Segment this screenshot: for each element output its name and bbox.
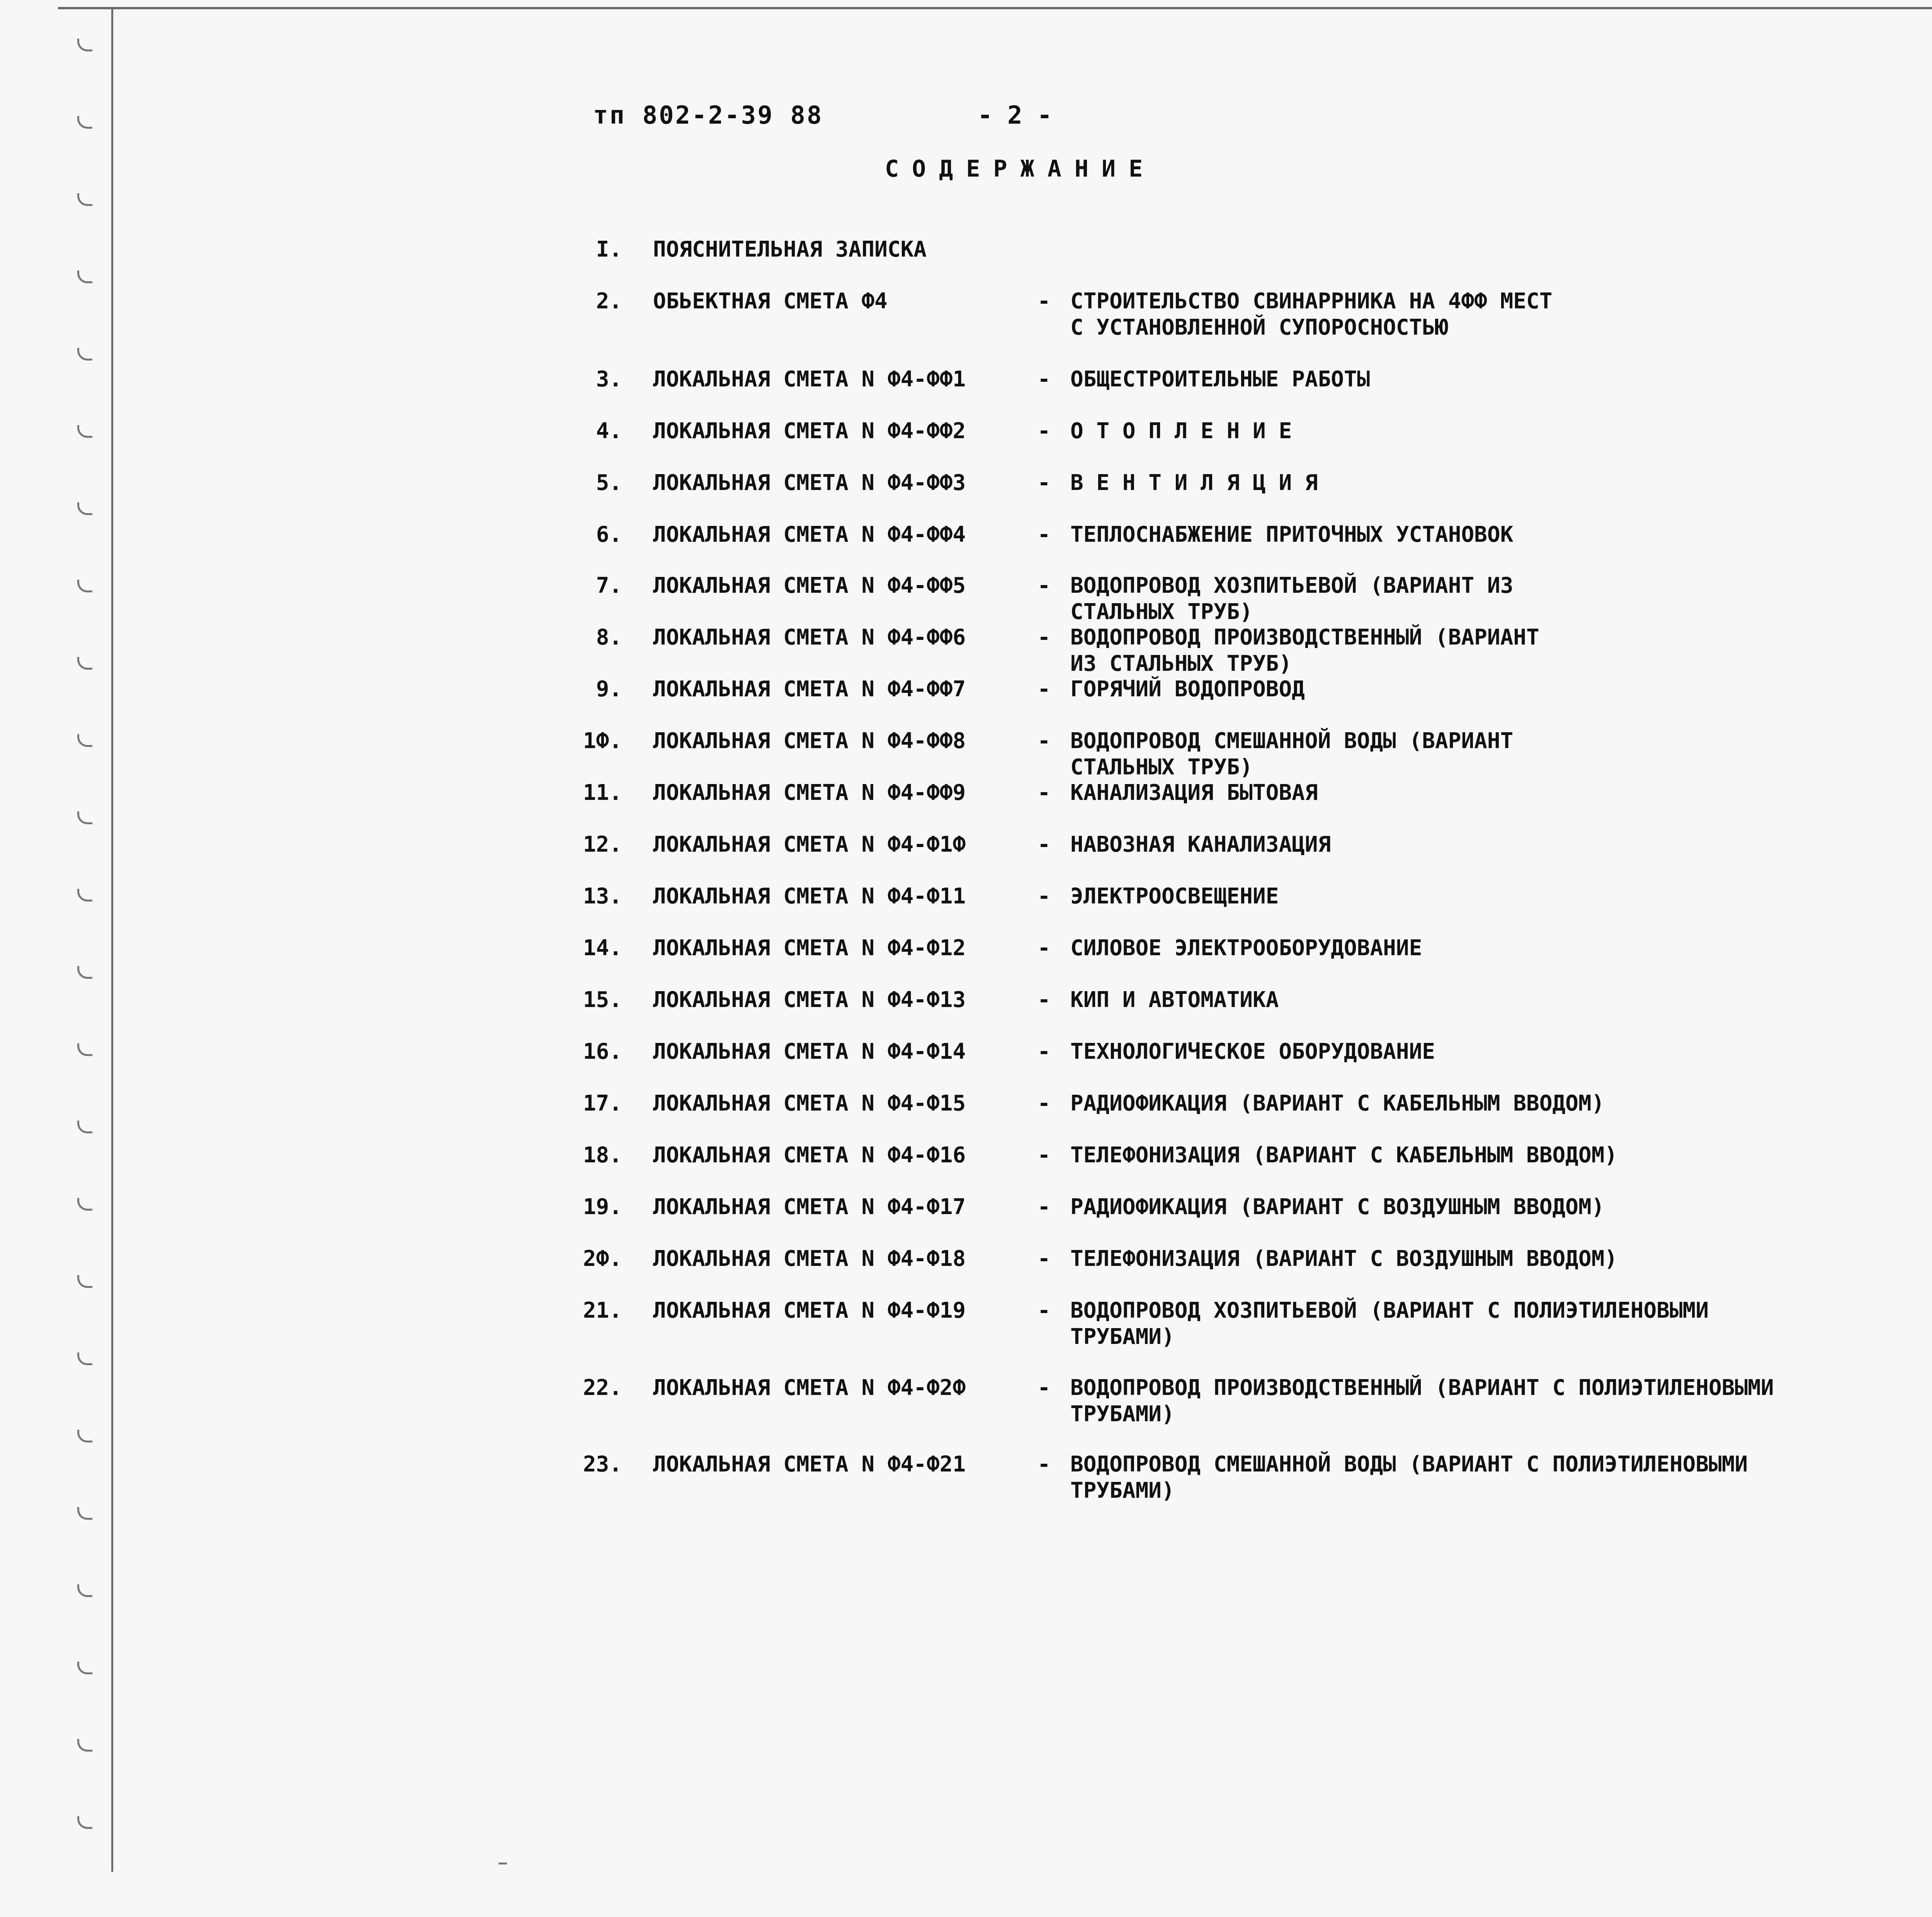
left-perforation-mark	[77, 1121, 92, 1133]
entry-description: СТРОИТЕЛЬСТВО СВИНАРРНИКА НА 4ФФ МЕСТ С УСТАНОВЛЕННОЙ СУПОРОСНОСТЬЮ	[1070, 289, 1553, 340]
left-perforation-mark	[77, 425, 92, 438]
entry-document: ЛОКАЛЬНАЯ СМЕТА N Ф4-Ф18	[653, 1246, 966, 1271]
left-perforation-mark	[77, 1198, 92, 1211]
entry-number: 15.	[583, 987, 622, 1012]
top-border-line	[58, 7, 1932, 9]
entry-description: ВОДОПРОВОД ХОЗПИТЬЕВОЙ (ВАРИАНТ ИЗ СТАЛЬНЫХ ТРУБ)	[1070, 573, 1514, 624]
entry-document: ЛОКАЛЬНАЯ СМЕТА N Ф4-Ф17	[653, 1194, 966, 1220]
left-perforation-mark	[77, 1352, 92, 1365]
entry-description: ВОДОПРОВОД ХОЗПИТЬЕВОЙ (ВАРИАНТ С ПОЛИЭТИЛЕНОВЫМИ ТРУБАМИ)	[1070, 1298, 1709, 1349]
left-perforation-mark	[77, 1739, 92, 1752]
entry-number: I.	[596, 237, 622, 262]
entry-document: ЛОКАЛЬНАЯ СМЕТА N Ф4-Ф15	[653, 1091, 966, 1116]
entry-description: ТЕЛЕФОНИЗАЦИЯ (ВАРИАНТ С ВОЗДУШНЫМ ВВОДОМ)	[1070, 1246, 1618, 1271]
entry-description: ВОДОПРОВОД СМЕШАННОЙ ВОДЫ (ВАРИАНТ С ПОЛИЭТИЛЕНОВЫМИ ТРУБАМИ)	[1070, 1452, 1748, 1503]
left-perforation-mark	[77, 811, 92, 824]
left-perforation-mark	[77, 193, 92, 206]
entry-dash: -	[1037, 728, 1051, 754]
entry-dash: -	[1037, 1246, 1051, 1271]
entry-dash: -	[1037, 418, 1051, 444]
entry-description: ТЕПЛОСНАБЖЕНИЕ ПРИТОЧНЫХ УСТАНОВОК	[1070, 522, 1514, 547]
entry-document: ЛОКАЛЬНАЯ СМЕТА N Ф4-ФФ2	[653, 418, 966, 444]
entry-dash: -	[1037, 677, 1051, 702]
entry-number: 17.	[583, 1091, 622, 1116]
entry-number: 3.	[596, 367, 622, 392]
left-perforation-mark	[77, 502, 92, 515]
entry-number: 7.	[596, 573, 622, 598]
entry-document: ЛОКАЛЬНАЯ СМЕТА N Ф4-ФФ6	[653, 625, 966, 650]
entry-document: ОБЬЕКТНАЯ СМЕТА Ф4	[653, 289, 888, 314]
left-margin-rule	[111, 9, 113, 1872]
entry-dash: -	[1037, 1143, 1051, 1168]
entry-description: ОБЩЕСТРОИТЕЛЬНЫЕ РАБОТЫ	[1070, 367, 1370, 392]
entry-document: ПОЯСНИТЕЛЬНАЯ ЗАПИСКА	[653, 237, 927, 262]
left-perforation-mark	[77, 1430, 92, 1442]
entry-document: ЛОКАЛЬНАЯ СМЕТА N Ф4-Ф14	[653, 1039, 966, 1064]
entry-number: 14.	[583, 936, 622, 961]
entry-description: РАДИОФИКАЦИЯ (ВАРИАНТ С ВОЗДУШНЫМ ВВОДОМ)	[1070, 1194, 1605, 1220]
entry-number: 11.	[583, 780, 622, 805]
entry-number: 6.	[596, 522, 622, 547]
left-perforation-mark	[77, 889, 92, 902]
entry-description: СИЛОВОЕ ЭЛЕКТРООБОРУДОВАНИЕ	[1070, 936, 1422, 961]
left-perforation-mark	[77, 1584, 92, 1597]
left-perforation-mark	[77, 1275, 92, 1288]
entry-number: 21.	[583, 1298, 622, 1323]
left-perforation-mark	[77, 1043, 92, 1056]
entry-number: 22.	[583, 1375, 622, 1400]
entry-number: 9.	[596, 677, 622, 702]
bottom-mark	[498, 1863, 507, 1864]
entry-dash: -	[1037, 987, 1051, 1012]
entry-document: ЛОКАЛЬНАЯ СМЕТА N Ф4-Ф19	[653, 1298, 966, 1323]
entry-description: ВОДОПРОВОД ПРОИЗВОДСТВЕННЫЙ (ВАРИАНТ ИЗ СТАЛЬНЫХ ТРУБ)	[1070, 625, 1539, 676]
entry-dash: -	[1037, 1091, 1051, 1116]
entry-description: КИП И АВТОМАТИКА	[1070, 987, 1279, 1012]
entry-document: ЛОКАЛЬНАЯ СМЕТА N Ф4-ФФ3	[653, 470, 966, 495]
entry-dash: -	[1037, 1194, 1051, 1220]
entry-dash: -	[1037, 1039, 1051, 1064]
entry-dash: -	[1037, 625, 1051, 650]
entry-dash: -	[1037, 1452, 1051, 1477]
entry-number: 8.	[596, 625, 622, 650]
entry-description: ГОРЯЧИЙ ВОДОПРОВОД	[1070, 677, 1305, 702]
entry-description: В Е Н Т И Л Я Ц И Я	[1070, 470, 1318, 495]
entry-dash: -	[1037, 573, 1051, 598]
document-code: тп 802-2-39 88	[593, 101, 823, 130]
entry-number: 12.	[583, 832, 622, 857]
entry-dash: -	[1037, 780, 1051, 805]
entry-number: 18.	[583, 1143, 622, 1168]
entry-number: 19.	[583, 1194, 622, 1220]
entry-description: РАДИОФИКАЦИЯ (ВАРИАНТ С КАБЕЛЬНЫМ ВВОДОМ)	[1070, 1091, 1605, 1116]
entry-dash: -	[1037, 832, 1051, 857]
entry-description: КАНАЛИЗАЦИЯ БЫТОВАЯ	[1070, 780, 1318, 805]
left-perforation-mark	[77, 966, 92, 979]
left-perforation-mark	[77, 657, 92, 670]
entry-number: 5.	[596, 470, 622, 495]
left-perforation-mark	[77, 734, 92, 747]
entry-document: ЛОКАЛЬНАЯ СМЕТА N Ф4-Ф16	[653, 1143, 966, 1168]
entry-description: ТЕХНОЛОГИЧЕСКОЕ ОБОРУДОВАНИЕ	[1070, 1039, 1435, 1064]
entry-description: ВОДОПРОВОД ПРОИЗВОДСТВЕННЫЙ (ВАРИАНТ С ПОЛИЭТИЛЕНОВЫМИ ТРУБАМИ)	[1070, 1375, 1774, 1427]
entry-dash: -	[1037, 289, 1051, 314]
entry-document: ЛОКАЛЬНАЯ СМЕТА N Ф4-Ф2Ф	[653, 1375, 966, 1400]
entry-dash: -	[1037, 1298, 1051, 1323]
entry-number: 2.	[596, 289, 622, 314]
entry-number: 2Ф.	[583, 1246, 622, 1271]
entry-document: ЛОКАЛЬНАЯ СМЕТА N Ф4-Ф13	[653, 987, 966, 1012]
entry-dash: -	[1037, 884, 1051, 909]
entry-document: ЛОКАЛЬНАЯ СМЕТА N Ф4-Ф11	[653, 884, 966, 909]
entry-description: НАВОЗНАЯ КАНАЛИЗАЦИЯ	[1070, 832, 1331, 857]
entry-description: ЭЛЕКТРООСВЕЩЕНИЕ	[1070, 884, 1279, 909]
entry-dash: -	[1037, 1375, 1051, 1400]
entry-number: 23.	[583, 1452, 622, 1477]
left-perforation-mark	[77, 1662, 92, 1674]
entry-document: ЛОКАЛЬНАЯ СМЕТА N Ф4-ФФ9	[653, 780, 966, 805]
entry-description: ВОДОПРОВОД СМЕШАННОЙ ВОДЫ (ВАРИАНТ СТАЛЬНЫХ ТРУБ)	[1070, 728, 1514, 780]
left-perforation-mark	[77, 270, 92, 283]
page-number: - 2 -	[978, 101, 1052, 130]
left-perforation-mark	[77, 1507, 92, 1520]
left-perforation-mark	[77, 1816, 92, 1829]
left-perforation-mark	[77, 348, 92, 361]
entry-document: ЛОКАЛЬНАЯ СМЕТА N Ф4-ФФ4	[653, 522, 966, 547]
entry-dash: -	[1037, 936, 1051, 961]
entry-document: ЛОКАЛЬНАЯ СМЕТА N Ф4-Ф12	[653, 936, 966, 961]
left-perforation-mark	[77, 116, 92, 129]
entry-dash: -	[1037, 470, 1051, 495]
entry-document: ЛОКАЛЬНАЯ СМЕТА N Ф4-ФФ1	[653, 367, 966, 392]
entry-document: ЛОКАЛЬНАЯ СМЕТА N Ф4-Ф21	[653, 1452, 966, 1477]
left-perforation-mark	[77, 39, 92, 51]
entry-dash: -	[1037, 522, 1051, 547]
entry-number: 1Ф.	[583, 728, 622, 754]
entry-number: 16.	[583, 1039, 622, 1064]
entry-description: О Т О П Л Е Н И Е	[1070, 418, 1292, 444]
entry-document: ЛОКАЛЬНАЯ СМЕТА N Ф4-ФФ8	[653, 728, 966, 754]
entry-document: ЛОКАЛЬНАЯ СМЕТА N Ф4-Ф1Ф	[653, 832, 966, 857]
entry-number: 13.	[583, 884, 622, 909]
left-perforation-mark	[77, 580, 92, 592]
entry-dash: -	[1037, 367, 1051, 392]
entry-number: 4.	[596, 418, 622, 444]
entry-description: ТЕЛЕФОНИЗАЦИЯ (ВАРИАНТ С КАБЕЛЬНЫМ ВВОДОМ)	[1070, 1143, 1618, 1168]
page-title: СОДЕРЖАНИЕ	[885, 155, 1156, 182]
entry-document: ЛОКАЛЬНАЯ СМЕТА N Ф4-ФФ7	[653, 677, 966, 702]
entry-document: ЛОКАЛЬНАЯ СМЕТА N Ф4-ФФ5	[653, 573, 966, 598]
